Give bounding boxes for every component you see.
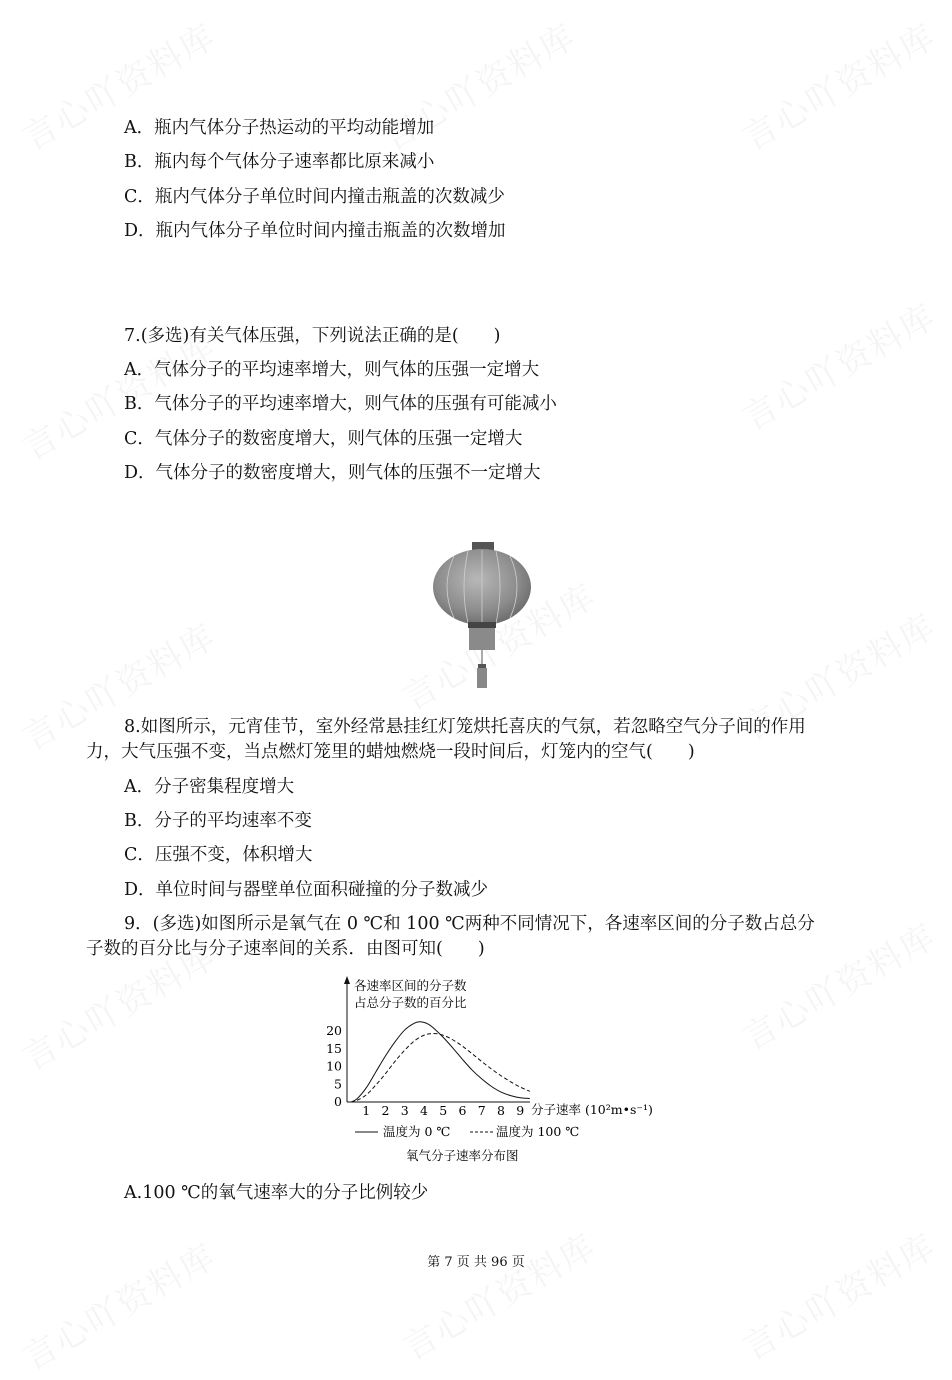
x-tick-label: 6 (458, 1103, 467, 1118)
watermark (732, 9, 944, 159)
q7-stem: 7.(多选)有关气体压强，下列说法正确的是( ) (124, 326, 501, 346)
y-axis-label-line1: 各速率区间的分子数 (354, 978, 467, 993)
x-tick-label: 9 (516, 1103, 525, 1118)
q8-option-d: D．单位时间与器壁单位面积碰撞的分子数减少 (124, 880, 489, 900)
velocity-distribution-chart (320, 970, 660, 1170)
q6-option-a: A．瓶内气体分子热运动的平均动能增加 (124, 118, 435, 138)
y-tick-label: 5 (334, 1076, 342, 1092)
x-tick-label: 1 (362, 1103, 371, 1118)
curve-0c (351, 1022, 530, 1102)
watermark (392, 1219, 604, 1369)
legend-0c: 温度为 0 ℃ (383, 1124, 451, 1139)
y-tick-label: 10 (326, 1058, 342, 1074)
x-tick-label: 3 (400, 1103, 409, 1118)
chart-title: 氧气分子速率分布图 (406, 1148, 519, 1163)
q8-option-c: C．压强不变，体积增大 (124, 845, 313, 865)
y-tick-label: 15 (326, 1040, 342, 1056)
x-tick-label: 2 (381, 1103, 390, 1118)
q8-option-a: A．分子密集程度增大 (124, 777, 295, 797)
y-axis-arrow (344, 976, 350, 984)
watermark (732, 1219, 944, 1369)
q8-stem-line1: 8.如图所示，元宵佳节，室外经常悬挂红灯笼烘托喜庆的气氛，若忽略空气分子间的作用 (124, 717, 806, 737)
x-tick-label: 7 (477, 1103, 486, 1118)
q8-option-b: B．分子的平均速率不变 (124, 811, 312, 831)
y-tick-label: 20 (326, 1023, 342, 1038)
x-tick-label: 5 (439, 1103, 448, 1118)
q6-option-b: B．瓶内每个气体分子速率都比原来减小 (124, 152, 435, 172)
x-tick-label: 4 (420, 1103, 428, 1118)
x-axis-label: 分子速率 (10²m•s⁻¹) (531, 1102, 653, 1117)
q9-stem-line2: 子数的百分比与分子速率间的关系．由图可知( ) (86, 939, 485, 959)
q9-stem-line1: 9．(多选)如图所示是氧气在 0 ℃和 100 ℃两种不同情况下，各速率区间的分子数占总分 (124, 914, 815, 934)
q7-option-b: B．气体分子的平均速率增大，则气体的压强有可能减小 (124, 394, 557, 414)
q6-option-d: D．瓶内气体分子单位时间内撞击瓶盖的次数增加 (124, 221, 506, 241)
page-footer: 第 7 页 共 96 页 (427, 1255, 525, 1270)
q9-option-a: A.100 ℃的氧气速率大的分子比例较少 (124, 1183, 429, 1203)
curve-100c (351, 1033, 530, 1102)
q7-option-a: A．气体分子的平均速率增大，则气体的压强一定增大 (124, 360, 540, 380)
x-tick-label: 8 (497, 1103, 505, 1118)
watermark (732, 289, 944, 439)
y-axis-label-line2: 占总分子数的百分比 (354, 995, 467, 1010)
lantern-image (432, 540, 532, 690)
y-tick-label: 0 (334, 1094, 342, 1109)
legend-100c: 温度为 100 ℃ (496, 1124, 580, 1139)
q6-option-c: C．瓶内气体分子单位时间内撞击瓶盖的次数减少 (124, 187, 505, 207)
q7-option-d: D．气体分子的数密度增大，则气体的压强不一定增大 (124, 463, 541, 483)
q7-option-c: C．气体分子的数密度增大，则气体的压强一定增大 (124, 429, 523, 449)
q8-stem-line2: 力，大气压强不变，当点燃灯笼里的蜡烛燃烧一段时间后，灯笼内的空气( ) (86, 742, 695, 762)
